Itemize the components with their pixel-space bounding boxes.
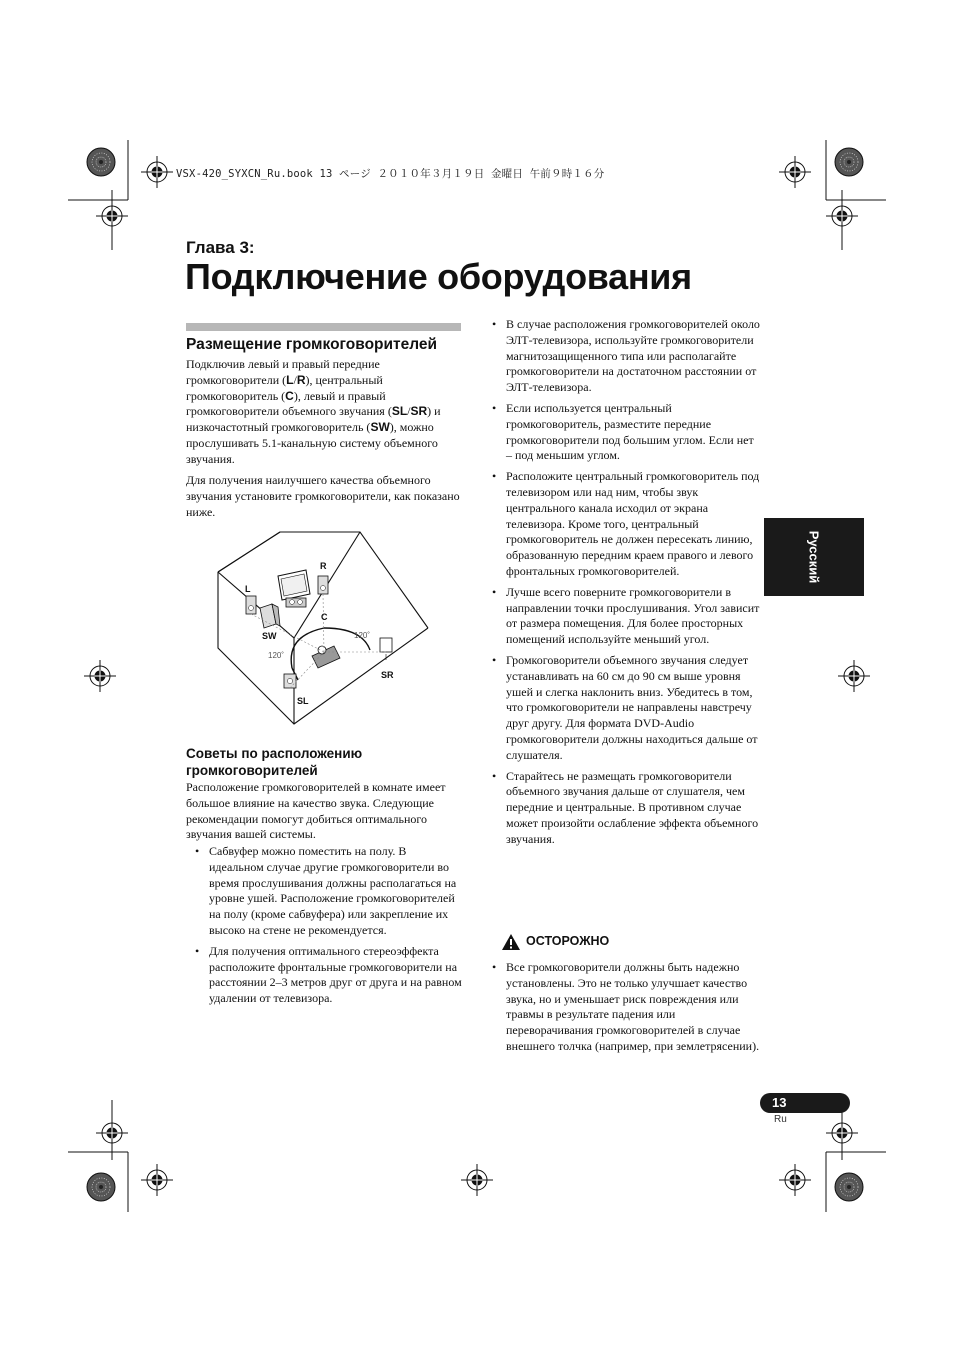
caution-title: ОСТОРОЖНО (526, 934, 610, 948)
intro-text: ), левый и правый громкоговорители объемного звучания ( (186, 388, 392, 419)
registration-starburst-icon (87, 148, 115, 176)
chapter-title: Подключение оборудования (185, 256, 692, 297)
label-sr: SR (410, 404, 428, 419)
left-speaker-icon (246, 596, 256, 614)
registration-starburst-icon (835, 148, 863, 176)
diagram-label-l: L (245, 584, 251, 594)
list-item: • Для получения оптимального стереоэффекта расположите фронтальные громкоговорители на расстоянии 2–3 метров друг от друга и на равном удалении от телевизора. (193, 944, 463, 1007)
book-file-header: VSX-420_SYXCN_Ru.book 13 ページ ２０１０年３月１９日 金曜日 午前９時１６分 (176, 168, 605, 180)
label-sl: SL (391, 404, 408, 419)
center-speaker-icon (286, 598, 306, 607)
registration-crosshair-icon (826, 1117, 858, 1149)
speaker-placement-diagram (214, 528, 434, 726)
registration-crosshair-icon (826, 200, 858, 232)
list-item: • Расположите центральный громкоговоритель под телевизором или над ним, чтобы звук центрального канала исходил от экрана телевизора. Кроме того, центральный громкоговоритель не должен пересекать линию, образованную передним краем правого и левого фронтальных громкоговорителей. (490, 469, 760, 580)
page-number-badge (760, 1093, 850, 1113)
list-item: • Лучше всего поверните громкоговорители в направлении точки прослушивания. Угол зависит от размера помещения. Для более просторных помещений используйте меньший угол. (490, 585, 760, 648)
caution-list (490, 960, 760, 1060)
label-r: R (296, 372, 306, 387)
tips-right-list (490, 317, 760, 853)
surround-left-speaker-icon (284, 674, 296, 688)
registration-crosshair-icon (96, 1117, 128, 1149)
diagram-label-sl: SL (297, 696, 309, 706)
diagram-label-sw: SW (262, 631, 277, 641)
tips-intro: Расположение громкоговорителей в комнате имеет большое влияние на качество звука. Следующие рекомендации помогут добиться оптимального звучания вашей системы. (186, 780, 446, 842)
registration-crosshair-icon (779, 1164, 811, 1196)
section-intro (186, 357, 464, 468)
diagram-angle-left: 120˚ (268, 651, 285, 660)
registration-crosshair-icon (141, 156, 173, 188)
registration-crosshair-icon (141, 1164, 173, 1196)
diagram-label-sr: SR (381, 670, 394, 680)
label-c: C (285, 388, 294, 403)
list-item: • Сабвуфер можно поместить на полу. В идеальном случае другие громкоговорители во время прослушивания должны располагаться на уровне ушей. Расположение громкоговорителей на полу (кроме сабвуфера) или закрепление их высоко на стене не рекомендуется. (193, 844, 463, 939)
warning-triangle-icon (501, 933, 521, 951)
registration-crosshair-icon (96, 200, 128, 232)
language-side-tab-label: Русский (806, 530, 822, 584)
list-item: • Если используется центральный громкоговоритель, разместите передние громкоговорители под большим углом. Если нет – под меньшим углом. (490, 401, 760, 464)
tips-title: Советы по расположению громкоговорителей (186, 746, 363, 778)
diagram-angle-right: 120˚ (354, 631, 371, 640)
page-number: 13 (772, 1095, 787, 1110)
tips-left-list (193, 844, 463, 1012)
registration-starburst-icon (87, 1173, 115, 1201)
surround-right-speaker-icon (380, 638, 392, 660)
registration-crosshair-icon (461, 1164, 493, 1196)
page-language-code: Ru (774, 1114, 787, 1125)
list-item: • Громкоговорители объемного звучания следует устанавливать на 60 см до 90 см выше уровня ушей и слегка наклонить вниз. Убедитесь в том, что громкоговорители не направлены навстречу друг другу. Для формата DVD-Audio громкоговорители должны находиться дальше от слушателя. (490, 653, 760, 764)
subwoofer-icon (260, 604, 280, 628)
intro-text: ), можно прослушивать 5.1-канальную систему объемного звучания. (186, 420, 438, 466)
section-divider-bar (186, 323, 461, 331)
registration-starburst-icon (835, 1173, 863, 1201)
intro-text: / (407, 404, 411, 419)
chapter-label: Глава 3: (186, 238, 255, 257)
list-item: • В случае расположения громкоговорителей около ЭЛТ-телевизора, используйте громкоговорители магнитозащищенного типа или располагайте громкоговорители на достаточном расстоянии от ЭЛТ-телевизора. (490, 317, 760, 396)
intro-text: / (293, 372, 297, 387)
listener-seat-icon (312, 646, 340, 668)
registration-crosshair-icon (838, 660, 870, 692)
registration-crosshair-icon (779, 156, 811, 188)
language-side-tab (764, 518, 864, 596)
tv-icon (278, 570, 310, 600)
registration-crosshair-icon (84, 660, 116, 692)
right-speaker-icon (318, 576, 328, 594)
section-title: Размещение громкоговорителей (186, 336, 438, 353)
list-item: • Старайтесь не размещать громкоговорители объемного звучания дальше от слушателя, чем передние и центральные. В противном случае может произойти ослабление эффекта объемного звучания. (490, 769, 760, 848)
intro-text: Подключив левый и правый передние громкоговорители ( (186, 357, 380, 387)
diagram-label-r: R (320, 561, 327, 571)
intro-text: ), центральный громкоговоритель ( (186, 372, 383, 403)
label-sw: SW (370, 420, 390, 435)
list-item: • Все громкоговорители должны быть надежно установлены. Это не только улучшает качество звука, но и уменьшает риск повреждения или травмы в результате падения или переворачивания громкоговорителей в случае внешнего толчка (например, при землетрясении). (490, 960, 760, 1055)
section-para2: Для получения наилучшего качества объемного звучания установите громкоговорители, как показано ниже. (186, 473, 460, 519)
intro-text: ) и низкочастотный громкоговоритель ( (186, 404, 441, 435)
label-l: L (286, 372, 294, 387)
diagram-label-c: C (321, 612, 328, 622)
